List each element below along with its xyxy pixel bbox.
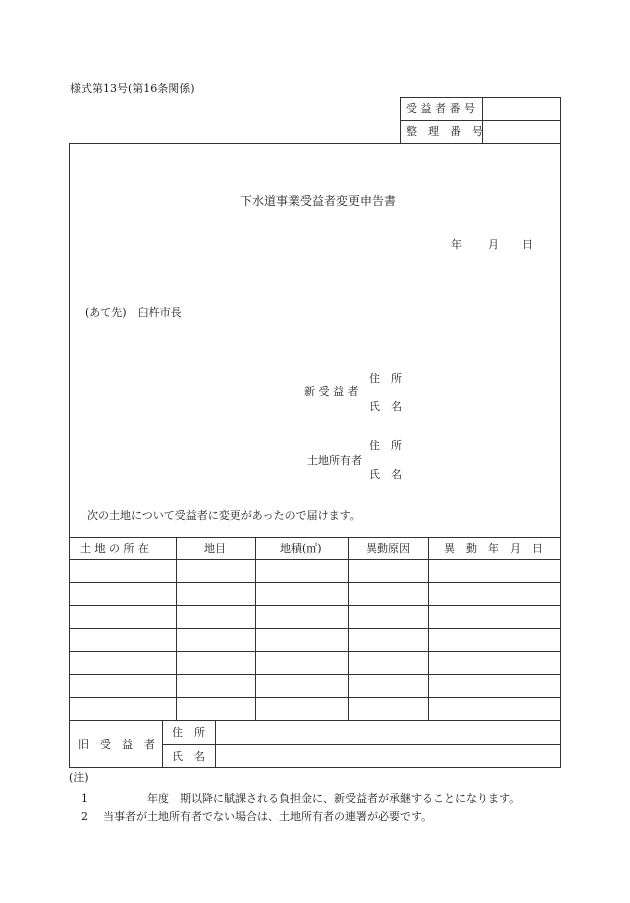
date-year-label: 年 <box>451 238 462 251</box>
beneficiary-number-field[interactable] <box>486 101 556 117</box>
form-number: 様式第13号(第16条関係) <box>70 82 195 95</box>
landowner-address-label: 住 所 <box>369 439 402 452</box>
old-beneficiary-address-label: 住 所 <box>172 726 205 739</box>
table-row[interactable] <box>70 583 560 605</box>
statement-text: 次の土地について受益者に変更があったので届けます。 <box>87 509 361 522</box>
new-beneficiary-address-field[interactable] <box>410 370 550 386</box>
old-beneficiary-name-field[interactable] <box>218 746 558 766</box>
table-row[interactable] <box>70 698 560 720</box>
note-text-2: 当事者が土地所有者でない場合は、土地所有者の連署が必要です。 <box>103 810 433 823</box>
new-beneficiary-name-field[interactable] <box>410 398 550 414</box>
date-day-label: 日 <box>522 238 533 251</box>
note-number-2: 2 <box>81 810 88 823</box>
landowner-name-label: 氏 名 <box>369 468 402 481</box>
table-row[interactable] <box>70 560 560 582</box>
addressee: (あて先) 臼杵市長 <box>85 306 182 319</box>
landowner-address-field[interactable] <box>410 437 550 453</box>
landowner-label: 土地所有者 <box>307 454 362 467</box>
old-beneficiary-name-label: 氏 名 <box>172 750 205 763</box>
table-row[interactable] <box>70 629 560 651</box>
landowner-name-field[interactable] <box>410 466 550 482</box>
date-month-label: 月 <box>488 238 499 251</box>
note-text-1: 年度 期以降に賦課される負担金に、新受益者が承継することになります。 <box>103 792 521 805</box>
new-beneficiary-address-label: 住 所 <box>369 372 402 385</box>
note-number-1: 1 <box>81 792 88 805</box>
table-row[interactable] <box>70 652 560 674</box>
header-change-reason: 異動原因 <box>366 542 410 555</box>
old-beneficiary-label: 旧 受 益 者 <box>78 738 155 751</box>
beneficiary-number-label: 受 益 者 番 号 <box>406 102 475 115</box>
new-beneficiary-label: 新 受 益 者 <box>304 385 359 398</box>
header-land-area: 地積(㎡) <box>280 542 322 555</box>
header-change-date: 異 動 年 月 日 <box>444 542 543 555</box>
header-location: 土 地 の 所 在 <box>80 542 149 555</box>
header-land-category: 地目 <box>204 542 226 555</box>
table-row[interactable] <box>70 606 560 628</box>
table-row[interactable] <box>70 675 560 697</box>
page-title: 下水道事業受益者変更申告書 <box>240 194 397 208</box>
reference-number-label: 整 理 番 号 <box>406 125 483 138</box>
reference-number-field[interactable] <box>486 124 556 140</box>
new-beneficiary-name-label: 氏 名 <box>369 400 402 413</box>
old-beneficiary-address-field[interactable] <box>218 722 558 742</box>
notes-heading: (注) <box>69 771 89 784</box>
